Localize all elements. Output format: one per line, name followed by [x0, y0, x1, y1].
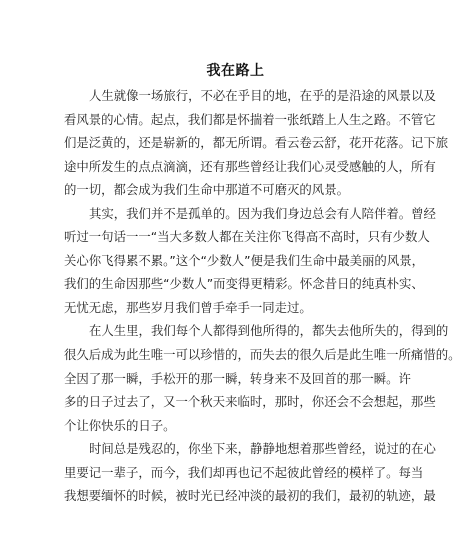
text-line: 里要记一辈子，而今，我们却再也记不起彼此曾经的模样了。每当 [64, 464, 424, 480]
text-line: 在人生里，我们每个人都得到他所得的，都失去他所失的，得到的 [89, 323, 449, 339]
text-line: 时间总是残忍的，你坐下来，静静地想着那些曾经，说过的在心 [89, 441, 436, 457]
text-line: 的一切，都会成为我们生命中那道不可磨灭的风景。 [64, 182, 349, 198]
text-line: 人生就像一场旅行，不必在乎目的地，在乎的是沿途的风景以及 [89, 88, 436, 103]
text-line: 听过一句话一一“当大多数人都在关注你飞得高不高时，只有少数人 [64, 229, 430, 245]
text-line: 多的日子过去了，又一个秋天来临时，那时，你还会不会想起，那些 [64, 394, 436, 410]
text-line: 个让你快乐的日子。 [64, 417, 176, 433]
text-line: 无忧无虑，那些岁月我们曾手牵手一同走过。 [64, 299, 312, 315]
text-line: 我想要缅怀的时候，被时光已经冲淡的最初的我们，最初的轨迹，最 [64, 488, 436, 504]
document-title: 我在路上 [206, 63, 265, 79]
text-line: 们是泛黄的，还是崭新的，都无所谓。看云卷云舒，花开花落。记下旅 [64, 135, 449, 151]
text-line: 全因了那一瞬，手松开的那一瞬，转身来不及回首的那一瞬。许 [64, 370, 411, 386]
text-line: 关心你飞得累不累。”这个“少数人”便是我们生命中最美丽的风景， [64, 252, 424, 268]
document-body [64, 84, 461, 508]
text-line: 很久后成为此生唯一可以珍惜的，而失去的很久后是此生唯一所痛惜的。 [64, 347, 461, 363]
text-line: 看风景的心情。起点，我们都是怀揣着一张纸踏上人生之路。不管它 [64, 111, 436, 127]
text-line: 我们的生命因那些“少数人”而变得更精彩。怀念昔日的纯真朴实、 [64, 276, 424, 292]
text-line: 其实，我们并不是孤单的。因为我们身边总会有人陪伴着。曾经 [89, 205, 436, 221]
text-line: 途中所发生的点点滴滴，还有那些曾经让我们心灵受感触的人，所有 [64, 158, 436, 174]
